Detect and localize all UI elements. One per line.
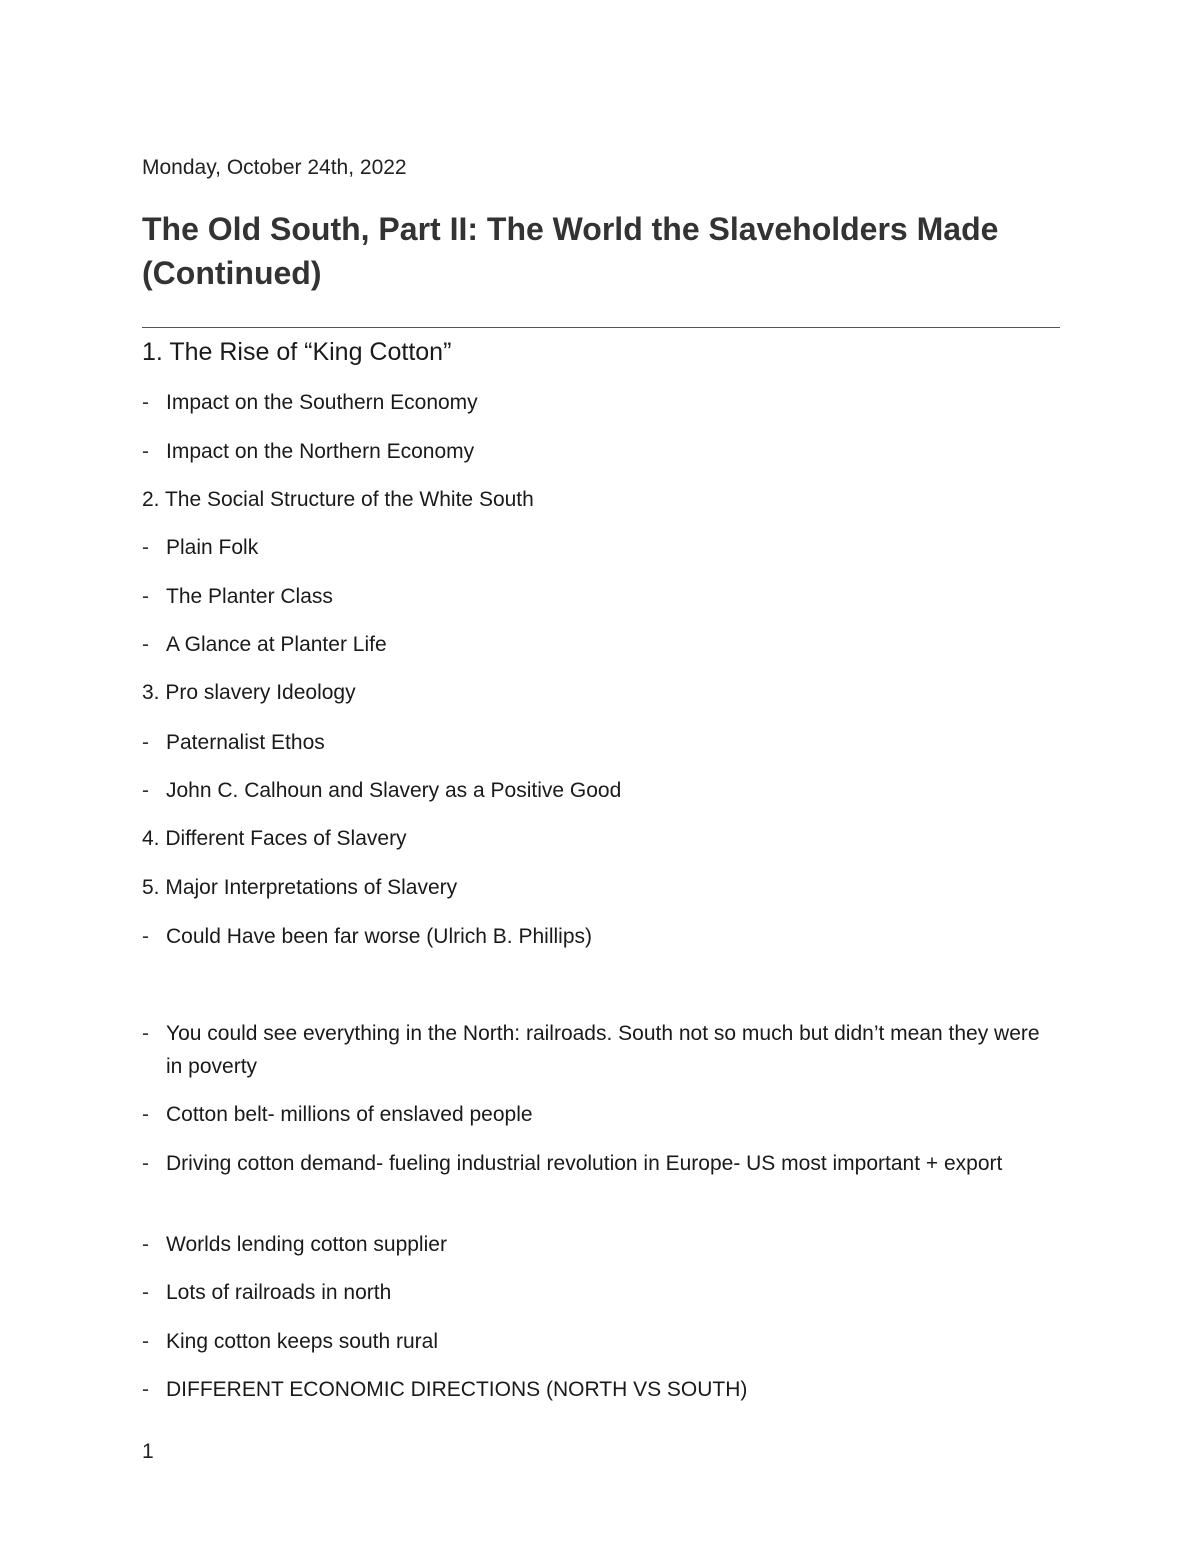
note-text: Worlds lending cotton supplier xyxy=(166,1233,447,1256)
outline-bullet xyxy=(142,435,1060,468)
outline-bullet xyxy=(142,628,1060,661)
title-divider xyxy=(142,327,1060,328)
outline-bullet xyxy=(142,774,1060,807)
note-text: Driving cotton demand- fueling industrial revolution in Europe- US most important + export xyxy=(166,1152,1003,1175)
outline-section-text: 3. Pro slavery Ideology xyxy=(142,681,356,704)
note-item xyxy=(142,1373,1060,1406)
dash-marker: - xyxy=(142,1330,149,1353)
dash-marker: - xyxy=(142,440,149,463)
outline-bullet-text: Paternalist Ethos xyxy=(166,731,325,754)
outline-bullet-text: Plain Folk xyxy=(166,536,259,559)
note-item xyxy=(142,1228,1060,1261)
note-item xyxy=(142,1325,1060,1358)
dash-marker: - xyxy=(142,1022,149,1045)
dash-marker: - xyxy=(142,633,149,656)
outline-bullet xyxy=(142,726,1060,759)
outline-bullet-text: Impact on the Southern Economy xyxy=(166,391,478,414)
dash-marker: - xyxy=(142,1152,149,1175)
outline-section-4 xyxy=(142,822,1060,855)
outline-bullet-text: Could Have been far worse (Ulrich B. Phillips) xyxy=(166,925,592,948)
note-item xyxy=(142,1017,1060,1083)
dash-marker: - xyxy=(142,779,149,802)
outline-section-3 xyxy=(142,676,1060,709)
note-text: You could see everything in the North: railroads. South not so much but didn’t mean they were in poverty xyxy=(166,1022,1040,1078)
outline-section-5 xyxy=(142,871,1060,904)
outline-section-1 xyxy=(142,336,1060,369)
note-text: Cotton belt- millions of enslaved people xyxy=(166,1103,533,1126)
dash-marker: - xyxy=(142,1378,149,1401)
outline-bullet-text: Impact on the Northern Economy xyxy=(166,440,475,463)
outline-section-text: 2. The Social Structure of the White South xyxy=(142,488,534,511)
outline-section-text: 4. Different Faces of Slavery xyxy=(142,827,407,850)
note-item xyxy=(142,1098,1060,1131)
note-text: King cotton keeps south rural xyxy=(166,1330,438,1353)
dash-marker: - xyxy=(142,391,149,414)
dash-marker: - xyxy=(142,925,149,948)
outline-bullet-text: The Planter Class xyxy=(166,585,333,608)
document-date: Monday, October 24th, 2022 xyxy=(142,156,407,179)
note-text: DIFFERENT ECONOMIC DIRECTIONS (NORTH VS SOUTH) xyxy=(166,1378,748,1401)
outline-bullet xyxy=(142,386,1060,419)
dash-marker: - xyxy=(142,1233,149,1256)
outline-bullet-text: A Glance at Planter Life xyxy=(166,633,387,656)
outline-section-2 xyxy=(142,483,1060,516)
dash-marker: - xyxy=(142,585,149,608)
note-item xyxy=(142,1276,1060,1309)
dash-marker: - xyxy=(142,731,149,754)
outline-section-text: 5. Major Interpretations of Slavery xyxy=(142,876,458,899)
page-number: 1 xyxy=(142,1440,154,1463)
note-item xyxy=(142,1147,1060,1180)
dash-marker: - xyxy=(142,536,149,559)
page-title: The Old South, Part II: The World the Slaveholders Made (Continued) xyxy=(142,211,999,291)
outline-bullet xyxy=(142,920,1060,953)
outline-bullet xyxy=(142,531,1060,564)
outline-bullet xyxy=(142,580,1060,613)
outline-section-text: 1. The Rise of “King Cotton” xyxy=(142,338,452,366)
dash-marker: - xyxy=(142,1281,149,1304)
note-text: Lots of railroads in north xyxy=(166,1281,392,1304)
outline-bullet-text: John C. Calhoun and Slavery as a Positive Good xyxy=(166,779,622,802)
dash-marker: - xyxy=(142,1103,149,1126)
